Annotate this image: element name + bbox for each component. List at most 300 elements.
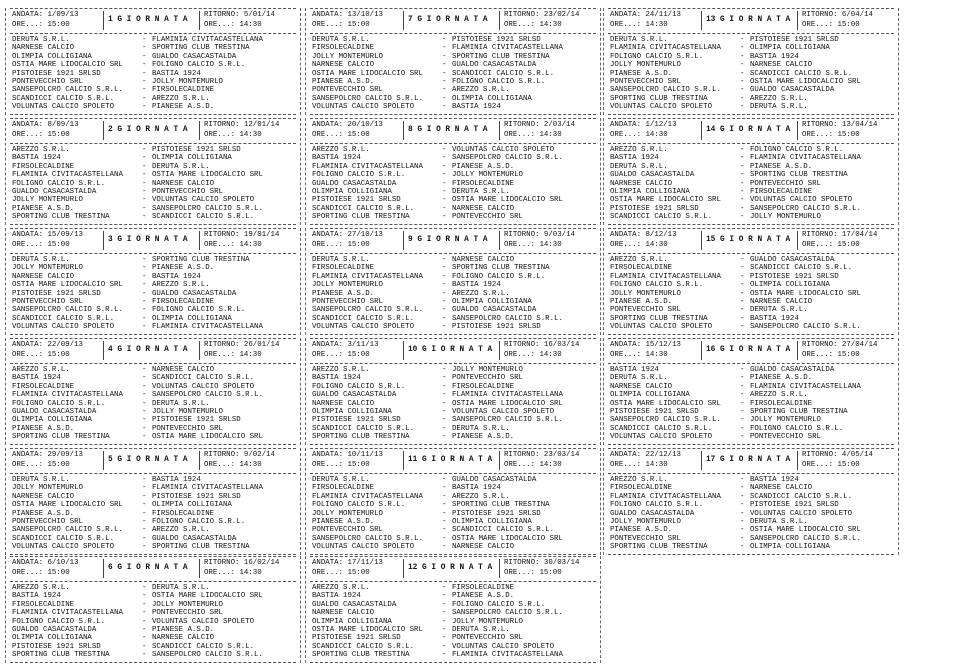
block-right-border bbox=[898, 118, 899, 225]
home-team: SPORTING CLUB TRESTINA bbox=[610, 94, 708, 103]
away-team: SCANDICCI CALCIO S.R.L. bbox=[152, 374, 255, 383]
match-row bbox=[310, 518, 596, 526]
match-row bbox=[10, 180, 296, 188]
ritorno-time: ORE...: 14:30 bbox=[204, 21, 262, 29]
giornata-number: 2 G I O R N A T A bbox=[108, 126, 188, 134]
away-team: PIANESE A.S.D. bbox=[152, 103, 215, 112]
match-row bbox=[10, 281, 296, 289]
home-team: FOLIGNO CALCIO S.R.L. bbox=[312, 501, 406, 510]
match-row bbox=[10, 323, 296, 331]
match-dash: - bbox=[142, 407, 147, 416]
ritorno-date: RITORNO: 23/03/14 bbox=[504, 451, 580, 459]
match-dash: - bbox=[142, 103, 147, 112]
header-separator bbox=[701, 231, 702, 250]
away-team: FIRSOLECALDINE bbox=[152, 297, 215, 306]
header-separator bbox=[499, 341, 500, 360]
away-team: SANSEPOLCRO CALCIO S.R.L. bbox=[452, 416, 563, 425]
home-team: NARNESE CALCIO bbox=[312, 399, 375, 408]
match-row bbox=[310, 315, 596, 323]
match-row bbox=[608, 298, 894, 306]
away-team: GUALDO CASACASTALDA bbox=[452, 476, 537, 484]
match-list bbox=[608, 254, 894, 335]
header-separator bbox=[103, 231, 104, 250]
match-row bbox=[608, 425, 894, 433]
block-left-border bbox=[603, 448, 604, 555]
match-row bbox=[608, 383, 894, 391]
match-dash: - bbox=[740, 61, 745, 70]
away-team: OLIMPIA COLLIGIANA bbox=[452, 297, 532, 306]
away-team: NARNESE CALCIO bbox=[750, 61, 813, 70]
home-team: GUALDO CASACASTALDA bbox=[12, 407, 97, 416]
match-dash: - bbox=[142, 534, 147, 543]
match-dash: - bbox=[142, 592, 147, 601]
match-row bbox=[310, 535, 596, 543]
home-team: FOLIGNO CALCIO S.R.L. bbox=[610, 501, 704, 510]
match-dash: - bbox=[740, 416, 745, 425]
match-row bbox=[310, 383, 596, 391]
home-team: SCANDICCI CALCIO S.R.L. bbox=[12, 314, 115, 323]
andata-time: ORE...: 15:00 bbox=[312, 461, 370, 469]
andata-date: ANDATA: 6/10/13 bbox=[12, 559, 79, 567]
home-team: GUALDO CASACASTALDA bbox=[610, 171, 695, 180]
match-row bbox=[310, 526, 596, 534]
andata-date: ANDATA: 10/11/13 bbox=[312, 451, 383, 459]
match-dash: - bbox=[740, 433, 745, 442]
match-dash: - bbox=[142, 501, 147, 510]
away-team: OSTIA MARE LIDOCALCIO SRL bbox=[452, 534, 563, 543]
block-right-border bbox=[898, 448, 899, 555]
match-dash: - bbox=[740, 264, 745, 273]
away-team: SPORTING CLUB TRESTINA bbox=[750, 171, 848, 180]
giornata-block bbox=[310, 8, 596, 115]
away-team: FIRSOLECALDINE bbox=[152, 509, 215, 518]
match-row bbox=[608, 273, 894, 281]
ritorno-time: ORE...: 14:30 bbox=[504, 131, 562, 139]
giornata-header bbox=[310, 228, 596, 254]
away-team: JOLLY MONTEMURLO bbox=[152, 407, 223, 416]
away-team: NARNESE CALCIO bbox=[152, 179, 215, 188]
match-dash: - bbox=[442, 407, 447, 416]
match-row bbox=[310, 298, 596, 306]
home-team: SPORTING CLUB TRESTINA bbox=[610, 314, 708, 323]
home-team: PIANESE A.S.D. bbox=[12, 424, 75, 433]
away-team: FOLIGNO CALCIO S.R.L. bbox=[452, 600, 546, 609]
match-row bbox=[608, 103, 894, 111]
away-team: OSTIA MARE LIDOCALCIO SRL bbox=[452, 196, 563, 205]
match-dash: - bbox=[142, 476, 147, 484]
match-dash: - bbox=[142, 94, 147, 103]
match-row bbox=[310, 425, 596, 433]
match-dash: - bbox=[442, 179, 447, 188]
match-dash: - bbox=[740, 297, 745, 306]
home-team: OSTIA MARE LIDOCALCIO SRL bbox=[12, 281, 123, 290]
match-dash: - bbox=[442, 77, 447, 86]
home-team: JOLLY MONTEMURLO bbox=[610, 61, 681, 70]
block-right-border bbox=[600, 448, 601, 555]
match-dash: - bbox=[442, 264, 447, 273]
away-team: JOLLY MONTEMURLO bbox=[152, 600, 223, 609]
match-row bbox=[10, 609, 296, 617]
home-team: PISTOIESE 1921 SRLSD bbox=[12, 289, 101, 298]
giornata-block bbox=[310, 448, 596, 555]
match-row bbox=[310, 433, 596, 441]
ritorno-time: ORE...: 15:00 bbox=[802, 351, 860, 359]
block-left-border bbox=[305, 118, 306, 225]
header-separator bbox=[403, 231, 404, 250]
away-team: SCANDICCI CALCIO S.R.L. bbox=[152, 213, 255, 222]
away-team: PONTEVECCHIO SRL bbox=[152, 609, 223, 618]
block-right-border bbox=[600, 556, 601, 663]
away-team: AREZZO S.R.L. bbox=[452, 492, 510, 501]
giornata-number: 16 G I O R N A T A bbox=[706, 346, 791, 354]
away-team: FLAMINIA CIVITACASTELLANA bbox=[452, 44, 563, 53]
match-dash: - bbox=[740, 52, 745, 61]
away-team: FLAMINIA CIVITACASTELLANA bbox=[152, 323, 263, 332]
match-dash: - bbox=[442, 509, 447, 518]
match-row bbox=[10, 634, 296, 642]
match-row bbox=[608, 501, 894, 509]
header-separator bbox=[499, 121, 500, 140]
home-team: DERUTA S.R.L. bbox=[12, 36, 70, 44]
home-team: JOLLY MONTEMURLO bbox=[312, 281, 383, 290]
match-dash: - bbox=[740, 86, 745, 95]
header-separator bbox=[403, 121, 404, 140]
away-team: DERUTA S.R.L. bbox=[452, 625, 510, 634]
home-team: JOLLY MONTEMURLO bbox=[610, 517, 681, 526]
ritorno-time: ORE...: 15:00 bbox=[802, 241, 860, 249]
match-dash: - bbox=[142, 416, 147, 425]
match-row bbox=[10, 601, 296, 609]
andata-time: ORE...: 15:00 bbox=[12, 241, 70, 249]
match-dash: - bbox=[740, 77, 745, 86]
home-team: SPORTING CLUB TRESTINA bbox=[12, 213, 110, 222]
header-separator bbox=[199, 11, 200, 30]
match-row bbox=[10, 188, 296, 196]
match-row bbox=[310, 543, 596, 551]
away-team: GUALDO CASACASTALDA bbox=[152, 52, 237, 61]
home-team: OSTIA MARE LIDOCALCIO SRL bbox=[12, 61, 123, 70]
header-separator bbox=[199, 341, 200, 360]
match-dash: - bbox=[740, 306, 745, 315]
match-row bbox=[608, 416, 894, 424]
match-dash: - bbox=[142, 44, 147, 53]
giornata-number: 4 G I O R N A T A bbox=[108, 346, 188, 354]
match-dash: - bbox=[442, 204, 447, 213]
away-team: GUALDO CASACASTALDA bbox=[750, 256, 835, 264]
header-separator bbox=[499, 11, 500, 30]
match-row bbox=[608, 78, 894, 86]
andata-time: ORE...: 15:00 bbox=[12, 351, 70, 359]
home-team: DERUTA S.R.L. bbox=[610, 374, 668, 383]
match-row bbox=[608, 36, 894, 44]
ritorno-time: ORE...: 14:30 bbox=[504, 461, 562, 469]
match-row bbox=[10, 543, 296, 551]
away-team: PISTOIESE 1921 SRLSD bbox=[452, 323, 541, 332]
header-separator bbox=[797, 341, 798, 360]
andata-time: ORE...: 15:00 bbox=[312, 569, 370, 577]
away-team: FIRSOLECALDINE bbox=[152, 86, 215, 95]
block-left-border bbox=[5, 228, 6, 335]
block-left-border bbox=[603, 338, 604, 445]
header-separator bbox=[199, 231, 200, 250]
match-row bbox=[310, 618, 596, 626]
away-team: DERUTA S.R.L. bbox=[452, 187, 510, 196]
match-dash: - bbox=[740, 424, 745, 433]
match-dash: - bbox=[740, 196, 745, 205]
block-right-border bbox=[600, 228, 601, 335]
ritorno-date: RITORNO: 23/02/14 bbox=[504, 11, 580, 19]
match-row bbox=[10, 425, 296, 433]
home-team: VOLUNTAS CALCIO SPOLETO bbox=[610, 103, 713, 112]
away-team: AREZZO S.R.L. bbox=[750, 391, 808, 400]
ritorno-time: ORE...: 14:30 bbox=[504, 21, 562, 29]
match-dash: - bbox=[142, 399, 147, 408]
home-team: BASTIA 1924 bbox=[610, 154, 659, 163]
header-separator bbox=[701, 121, 702, 140]
block-left-border bbox=[603, 118, 604, 225]
match-row bbox=[10, 493, 296, 501]
header-separator bbox=[499, 231, 500, 250]
match-row bbox=[10, 374, 296, 382]
match-dash: - bbox=[442, 162, 447, 171]
match-row bbox=[10, 315, 296, 323]
match-dash: - bbox=[442, 625, 447, 634]
away-team: OLIMPIA COLLIGIANA bbox=[750, 281, 830, 290]
match-row bbox=[310, 501, 596, 509]
home-team: SANSEPOLCRO CALCIO S.R.L. bbox=[610, 86, 721, 95]
away-team: SCANDICCI CALCIO S.R.L. bbox=[152, 642, 255, 651]
away-team: BASTIA 1924 bbox=[750, 476, 799, 484]
match-list bbox=[10, 474, 296, 555]
match-row bbox=[10, 433, 296, 441]
ritorno-time: ORE...: 14:30 bbox=[504, 351, 562, 359]
away-team: FOLIGNO CALCIO S.R.L. bbox=[750, 424, 844, 433]
match-row bbox=[310, 103, 596, 111]
away-team: SPORTING CLUB TRESTINA bbox=[152, 543, 250, 552]
home-team: BASTIA 1924 bbox=[12, 374, 61, 383]
away-team: SCANDICCI CALCIO S.R.L. bbox=[452, 526, 555, 535]
match-row bbox=[10, 256, 296, 264]
match-list bbox=[310, 474, 596, 555]
block-right-border bbox=[300, 228, 301, 335]
match-dash: - bbox=[442, 289, 447, 298]
match-dash: - bbox=[142, 314, 147, 323]
ritorno-time: ORE...: 15:00 bbox=[802, 21, 860, 29]
away-team: FLAMINIA CIVITACASTELLANA bbox=[452, 651, 563, 660]
giornata-header bbox=[310, 338, 596, 364]
away-team: OLIMPIA COLLIGIANA bbox=[750, 44, 830, 53]
away-team: DERUTA S.R.L. bbox=[152, 399, 210, 408]
home-team: NARNESE CALCIO bbox=[610, 179, 673, 188]
match-dash: - bbox=[442, 526, 447, 535]
away-team: SCANDICCI CALCIO S.R.L. bbox=[750, 492, 853, 501]
home-team: NARNESE CALCIO bbox=[12, 272, 75, 281]
match-dash: - bbox=[142, 526, 147, 535]
match-row bbox=[10, 484, 296, 492]
match-list bbox=[10, 364, 296, 445]
match-row bbox=[10, 264, 296, 272]
away-team: VOLUNTAS CALCIO SPOLETO bbox=[152, 196, 255, 205]
giornata-number: 15 G I O R N A T A bbox=[706, 236, 791, 244]
match-row bbox=[608, 484, 894, 492]
home-team: SANSEPOLCRO CALCIO S.R.L. bbox=[12, 86, 123, 95]
match-list bbox=[310, 364, 596, 445]
away-team: PIANESE A.S.D. bbox=[750, 162, 813, 171]
match-dash: - bbox=[740, 162, 745, 171]
away-team: FLAMINIA CIVITACASTELLANA bbox=[152, 36, 263, 44]
match-dash: - bbox=[442, 61, 447, 70]
match-dash: - bbox=[142, 543, 147, 552]
away-team: FOLIGNO CALCIO S.R.L. bbox=[152, 306, 246, 315]
match-row bbox=[608, 535, 894, 543]
match-dash: - bbox=[142, 272, 147, 281]
andata-time: ORE...: 15:00 bbox=[12, 461, 70, 469]
match-row bbox=[310, 609, 596, 617]
away-team: NARNESE CALCIO bbox=[152, 634, 215, 643]
match-dash: - bbox=[442, 642, 447, 651]
home-team: JOLLY MONTEMURLO bbox=[312, 509, 383, 518]
home-team: FLAMINIA CIVITACASTELLANA bbox=[312, 162, 423, 171]
home-team: PIANESE A.S.D. bbox=[312, 77, 375, 86]
home-team: SANSEPOLCRO CALCIO S.R.L. bbox=[312, 306, 423, 315]
giornata-block bbox=[608, 448, 894, 555]
match-dash: - bbox=[142, 264, 147, 273]
match-dash: - bbox=[740, 289, 745, 298]
match-dash: - bbox=[442, 534, 447, 543]
header-separator bbox=[103, 559, 104, 578]
away-team: DERUTA S.R.L. bbox=[750, 103, 808, 112]
header-separator bbox=[797, 11, 798, 30]
giornata-number: 12 G I O R N A T A bbox=[408, 564, 493, 572]
ritorno-date: RITORNO: 5/01/14 bbox=[204, 11, 275, 19]
home-team: FLAMINIA CIVITACASTELLANA bbox=[312, 272, 423, 281]
away-team: FLAMINIA CIVITACASTELLANA bbox=[750, 154, 861, 163]
home-team: SCANDICCI CALCIO S.R.L. bbox=[12, 534, 115, 543]
away-team: PONTEVECCHIO SRL bbox=[750, 179, 821, 188]
away-team: SPORTING CLUB TRESTINA bbox=[452, 52, 550, 61]
home-team: OLIMPIA COLLIGIANA bbox=[12, 416, 92, 425]
away-team: PIANESE A.S.D. bbox=[152, 264, 215, 273]
match-row bbox=[310, 416, 596, 424]
away-team: JOLLY MONTEMURLO bbox=[750, 213, 821, 222]
away-team: PISTOIESE 1921 SRLSD bbox=[452, 509, 541, 518]
home-team: VOLUNTAS CALCIO SPOLETO bbox=[312, 103, 415, 112]
home-team: SPORTING CLUB TRESTINA bbox=[312, 213, 410, 222]
block-left-border bbox=[603, 8, 604, 115]
away-team: NARNESE CALCIO bbox=[452, 543, 515, 552]
away-team: PISTOIESE 1921 SRLSD bbox=[152, 146, 241, 154]
away-team: PIANESE A.S.D. bbox=[152, 625, 215, 634]
block-left-border bbox=[305, 448, 306, 555]
match-row bbox=[608, 264, 894, 272]
away-team: OSTIA MARE LIDOCALCIO SRL bbox=[750, 77, 861, 86]
away-team: SCANDICCI CALCIO S.R.L. bbox=[750, 69, 853, 78]
away-team: GUALDO CASACASTALDA bbox=[152, 534, 237, 543]
home-team: VOLUNTAS CALCIO SPOLETO bbox=[312, 323, 415, 332]
away-team: AREZZO S.R.L. bbox=[750, 94, 808, 103]
ritorno-date: RITORNO: 30/03/14 bbox=[504, 559, 580, 567]
match-list bbox=[310, 144, 596, 225]
match-dash: - bbox=[740, 281, 745, 290]
match-dash: - bbox=[442, 36, 447, 44]
ritorno-date: RITORNO: 26/01/14 bbox=[204, 341, 280, 349]
ritorno-time: ORE...: 14:30 bbox=[204, 569, 262, 577]
away-team: AREZZO S.R.L. bbox=[452, 289, 510, 298]
match-dash: - bbox=[442, 651, 447, 660]
away-team: DERUTA S.R.L. bbox=[750, 306, 808, 315]
home-team: DERUTA S.R.L. bbox=[312, 256, 370, 264]
match-row bbox=[310, 180, 596, 188]
match-dash: - bbox=[740, 509, 745, 518]
home-team: PIANESE A.S.D. bbox=[312, 289, 375, 298]
giornata-header bbox=[608, 448, 894, 474]
giornata-block bbox=[10, 448, 296, 555]
match-dash: - bbox=[142, 306, 147, 315]
match-row bbox=[10, 163, 296, 171]
away-team: PIANESE A.S.D. bbox=[452, 592, 515, 601]
home-team: FLAMINIA CIVITACASTELLANA bbox=[12, 391, 123, 400]
match-row bbox=[608, 290, 894, 298]
home-team: DERUTA S.R.L. bbox=[312, 36, 370, 44]
header-separator bbox=[403, 559, 404, 578]
home-team: JOLLY MONTEMURLO bbox=[12, 196, 83, 205]
home-team: SANSEPOLCRO CALCIO S.R.L. bbox=[610, 416, 721, 425]
andata-time: ORE...: 15:00 bbox=[12, 569, 70, 577]
home-team: OLIMPIA COLLIGIANA bbox=[610, 187, 690, 196]
match-row bbox=[10, 70, 296, 78]
match-dash: - bbox=[142, 36, 147, 44]
match-dash: - bbox=[442, 69, 447, 78]
home-team: VOLUNTAS CALCIO SPOLETO bbox=[312, 543, 415, 552]
match-row bbox=[10, 53, 296, 61]
match-row bbox=[10, 36, 296, 44]
home-team: PONTEVECCHIO SRL bbox=[12, 517, 83, 526]
match-dash: - bbox=[442, 281, 447, 290]
match-dash: - bbox=[442, 314, 447, 323]
andata-time: ORE...: 14:30 bbox=[610, 131, 668, 139]
match-row bbox=[10, 408, 296, 416]
match-row bbox=[608, 526, 894, 534]
match-row bbox=[10, 95, 296, 103]
giornata-number: 7 G I O R N A T A bbox=[408, 16, 488, 24]
match-dash: - bbox=[740, 44, 745, 53]
match-dash: - bbox=[142, 374, 147, 383]
match-row bbox=[310, 476, 596, 484]
match-dash: - bbox=[442, 272, 447, 281]
home-team: FOLIGNO CALCIO S.R.L. bbox=[12, 617, 106, 626]
match-row bbox=[10, 44, 296, 52]
home-team: FOLIGNO CALCIO S.R.L. bbox=[610, 281, 704, 290]
home-team: FOLIGNO CALCIO S.R.L. bbox=[312, 171, 406, 180]
match-dash: - bbox=[740, 187, 745, 196]
andata-time: ORE...: 14:30 bbox=[610, 21, 668, 29]
away-team: BASTIA 1924 bbox=[152, 476, 201, 484]
home-team: DERUTA S.R.L. bbox=[610, 36, 668, 44]
match-dash: - bbox=[142, 609, 147, 618]
match-dash: - bbox=[442, 187, 447, 196]
block-right-border bbox=[300, 338, 301, 445]
match-dash: - bbox=[142, 600, 147, 609]
ritorno-time: ORE...: 14:30 bbox=[204, 241, 262, 249]
match-row bbox=[10, 643, 296, 651]
giornata-header bbox=[10, 338, 296, 364]
away-team: BASTIA 1924 bbox=[152, 272, 201, 281]
home-team: FLAMINIA CIVITACASTELLANA bbox=[610, 44, 721, 53]
away-team: FOLIGNO CALCIO S.R.L. bbox=[452, 272, 546, 281]
match-row bbox=[10, 526, 296, 534]
header-separator bbox=[103, 11, 104, 30]
away-team: PIANESE A.S.D. bbox=[452, 433, 515, 442]
